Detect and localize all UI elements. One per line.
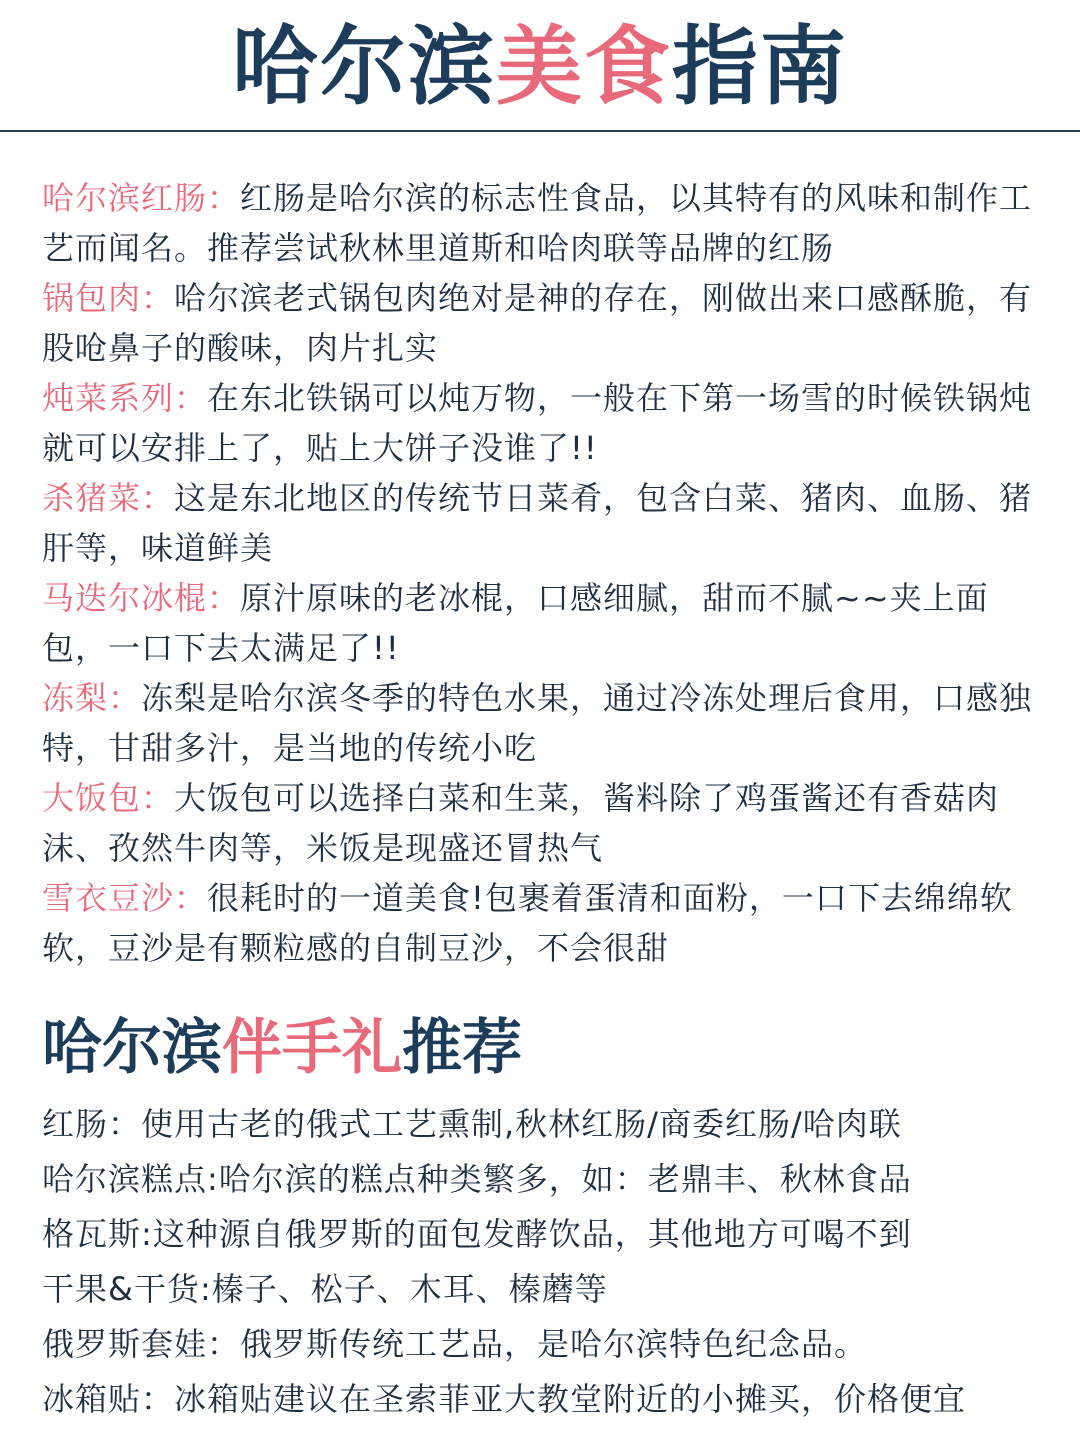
title-bar — [0, 0, 1080, 132]
food-item-dafanbao — [42, 773, 1042, 873]
gift-list — [42, 1097, 1042, 1427]
gifts-heading — [42, 1010, 522, 1086]
food-name: 炖菜系列： — [42, 379, 208, 417]
page-title — [0, 12, 1080, 122]
food-desc: 大饭包可以选择白菜和生菜，酱料除了鸡蛋酱还有香菇肉沫、孜然牛肉等，米饭是现盛还冒热气 — [42, 779, 1000, 867]
gift-item: 俄罗斯套娃：俄罗斯传统工艺品，是哈尔滨特色纪念品。 — [42, 1325, 868, 1363]
gift-item: 干果&干货:榛子、松子、木耳、榛蘑等 — [42, 1270, 608, 1308]
food-item-guobaorou — [42, 273, 1042, 373]
food-item-dongli — [42, 673, 1042, 773]
food-desc: 在东北铁锅可以炖万物，一般在下第一场雪的时候铁锅炖就可以安排上了，贴上大饼子没谁了!! — [42, 379, 1033, 467]
gift-item: 格瓦斯:这种源自俄罗斯的面包发酵饮品，其他地方可喝不到 — [42, 1215, 912, 1253]
food-list — [42, 173, 1042, 973]
gift-item: 红肠：使用古老的俄式工艺熏制,秋林红肠/商委红肠/哈肉联 — [42, 1105, 902, 1143]
food-desc: 这是东北地区的传统节日菜肴，包含白菜、猪肉、血肠、猪肝等，味道鲜美 — [42, 479, 1033, 567]
title-accent: 美食 — [496, 17, 672, 117]
food-item-madieer — [42, 573, 1042, 673]
food-name: 冻梨： — [42, 679, 142, 717]
food-desc: 红肠是哈尔滨的标志性食品，以其特有的风味和制作工艺而闻名。推荐尝试秋林里道斯和哈肉联等品牌的红肠 — [42, 179, 1033, 267]
food-desc: 很耗时的一道美食!包裹着蛋清和面粉，一口下去绵绵软软，豆沙是有颗粒感的自制豆沙，不会很甜 — [42, 879, 1013, 967]
food-item-hongchang — [42, 173, 1042, 273]
gift-item: 冰箱贴：冰箱贴建议在圣索菲亚大教堂附近的小摊买，价格便宜 — [42, 1380, 967, 1418]
food-name: 雪衣豆沙： — [42, 879, 208, 917]
food-name: 哈尔滨红肠： — [42, 179, 241, 217]
food-desc: 冻梨是哈尔滨冬季的特色水果，通过冷冻处理后食用，口感独特，甘甜多汁，是当地的传统小吃 — [42, 679, 1033, 767]
food-item-duncai — [42, 373, 1042, 473]
gifts-heading-accent: 伴手礼 — [222, 1013, 402, 1083]
food-desc: 原汁原味的老冰棍，口感细腻，甜而不腻~~夹上面包，一口下去太满足了!! — [42, 579, 989, 667]
food-name: 锅包肉： — [42, 279, 175, 317]
gift-item: 哈尔滨糕点:哈尔滨的糕点种类繁多，如：老鼎丰、秋林食品 — [42, 1160, 912, 1198]
food-item-shazhucai — [42, 473, 1042, 573]
title-part1: 哈尔滨 — [232, 17, 496, 117]
title-part2: 指南 — [672, 17, 848, 117]
food-name: 杀猪菜： — [42, 479, 175, 517]
food-desc: 哈尔滨老式锅包肉绝对是神的存在，刚做出来口感酥脆，有股呛鼻子的酸味，肉片扎实 — [42, 279, 1033, 367]
food-name: 马迭尔冰棍： — [42, 579, 241, 617]
food-name: 大饭包： — [42, 779, 175, 817]
gifts-heading-part2: 推荐 — [402, 1013, 522, 1083]
food-item-xueyidousha — [42, 873, 1042, 973]
gifts-heading-part1: 哈尔滨 — [42, 1013, 222, 1083]
